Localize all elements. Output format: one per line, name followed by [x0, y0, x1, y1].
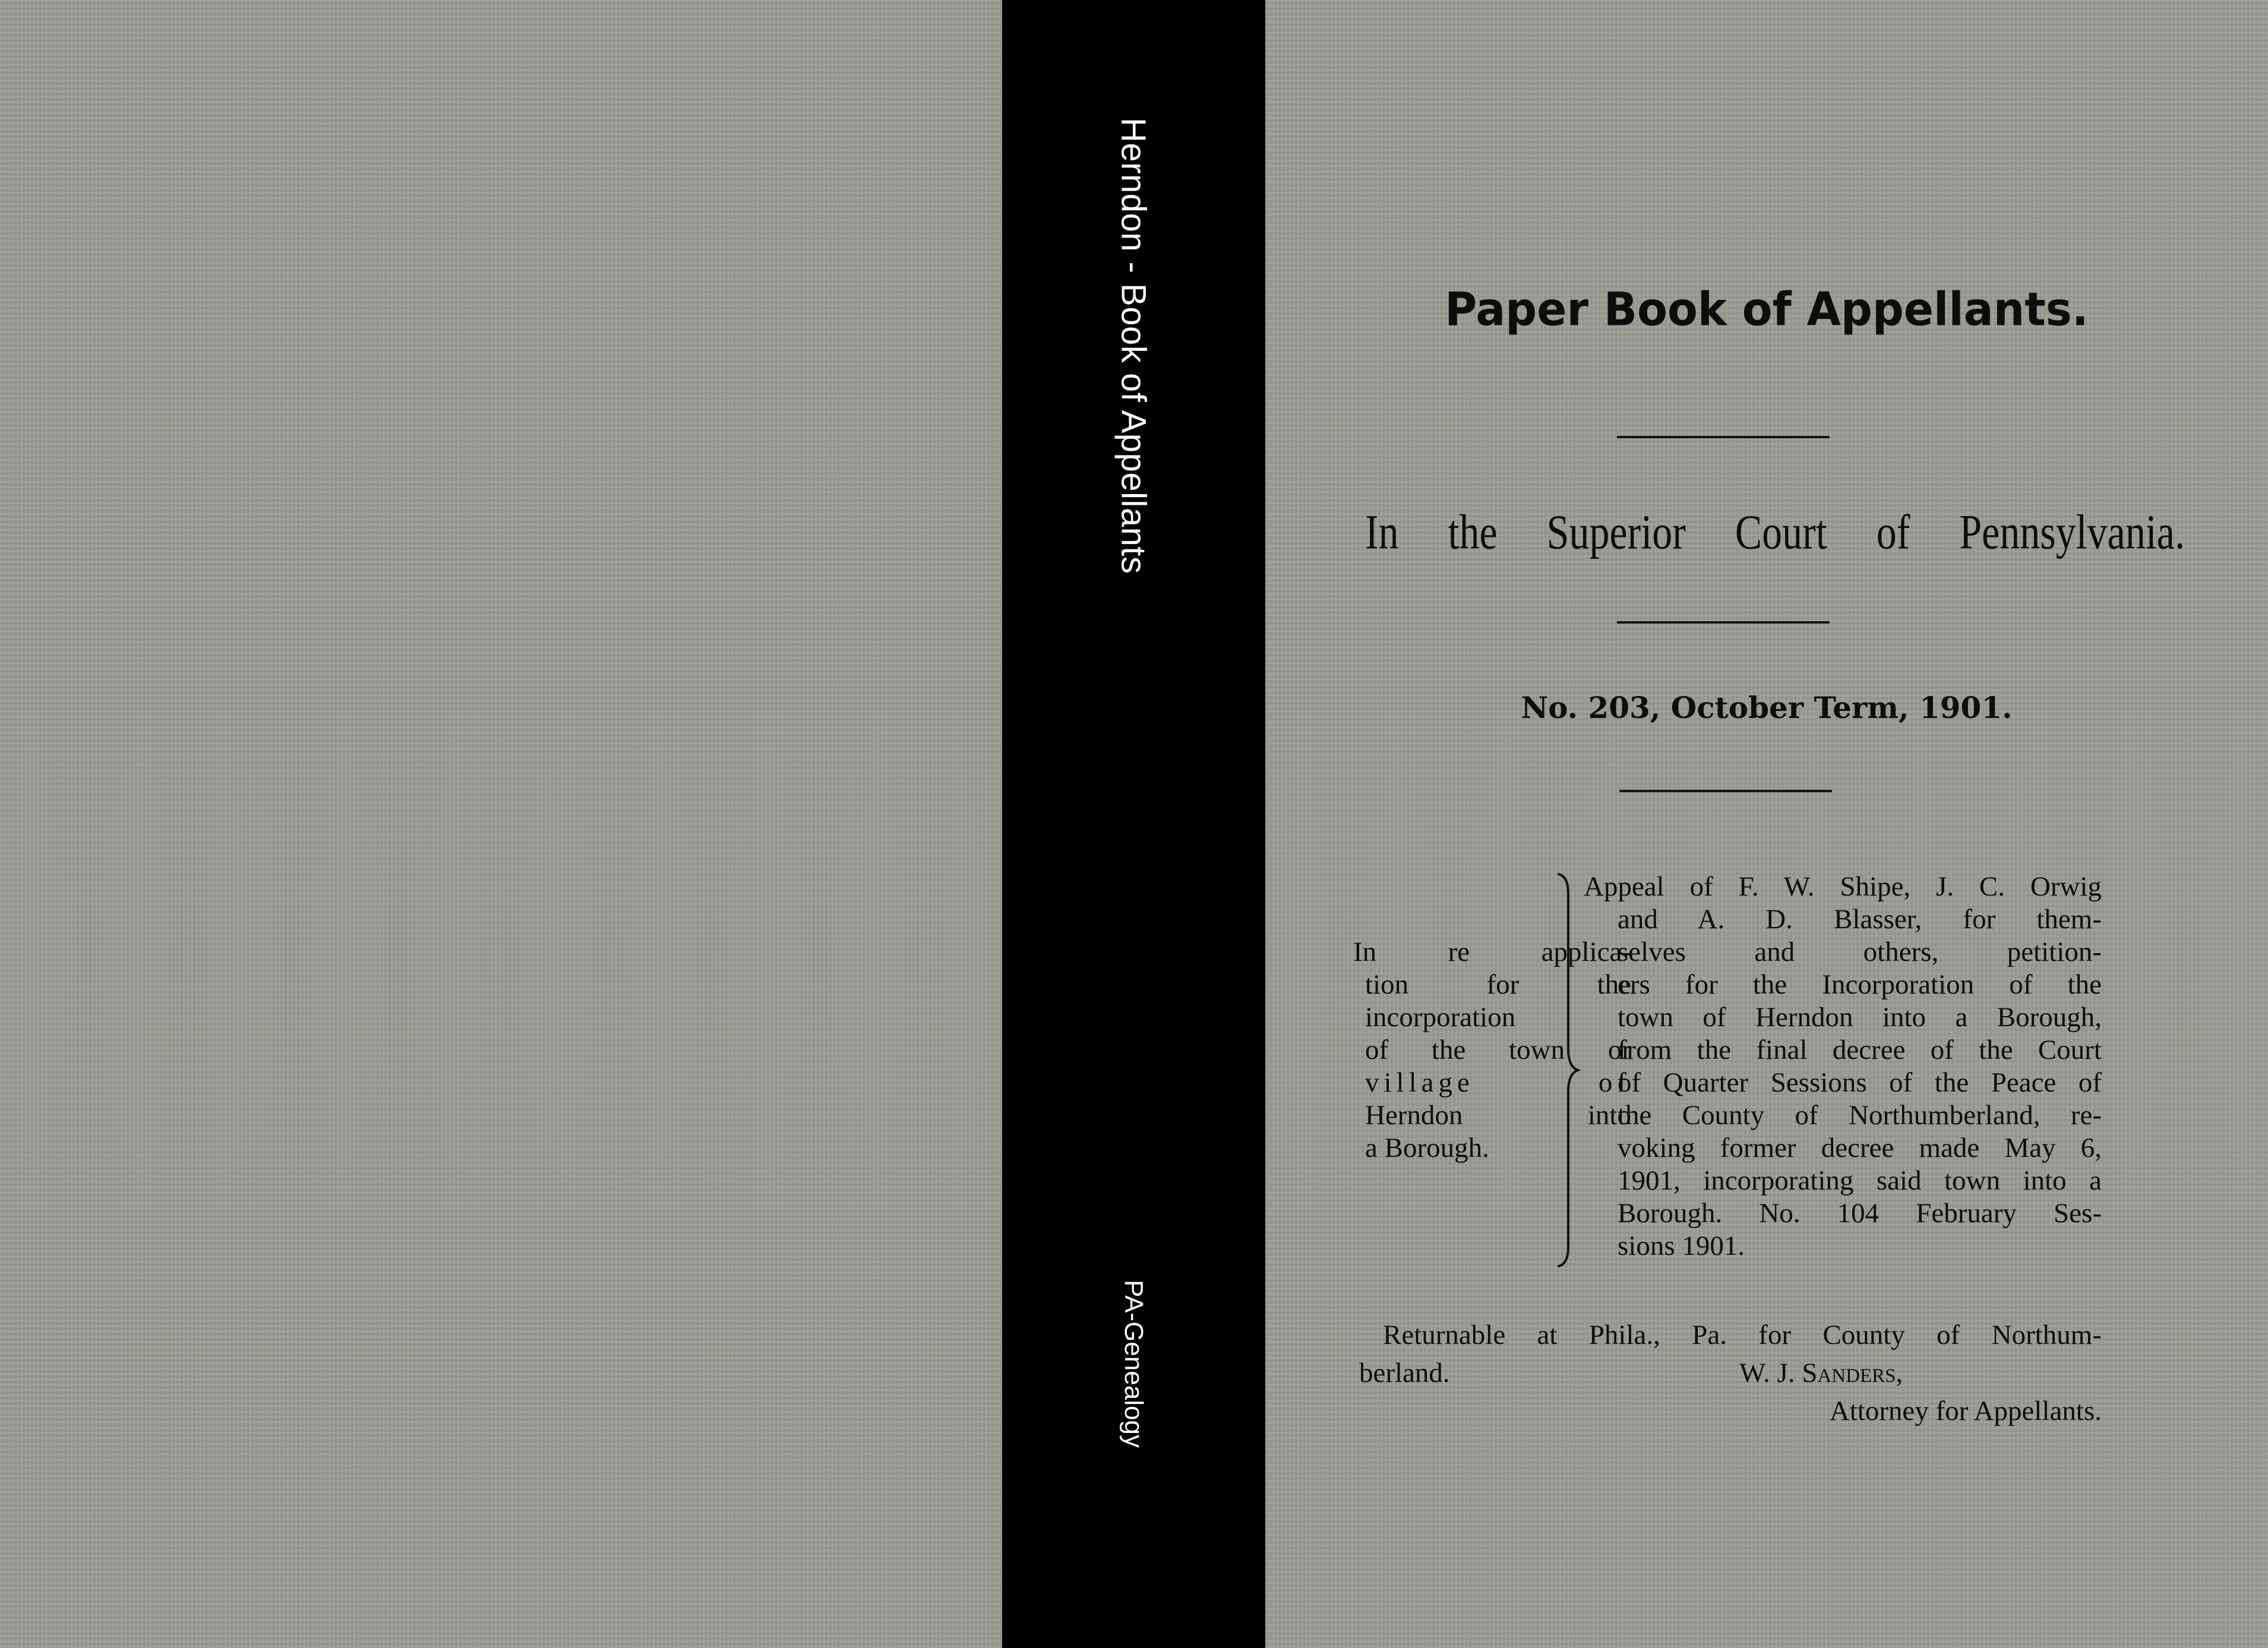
returnable-line: Returnable at Phila., Pa. for County of Northum- — [1383, 1320, 2102, 1350]
caption-line: a Borough. — [1365, 1133, 1489, 1163]
caption-line: of the town or — [1365, 1035, 1631, 1065]
case-term: No. 203, October Term, 1901. — [1521, 690, 2013, 725]
front-cover — [1265, 0, 2268, 1648]
appeal-line: and A. D. Blasser, for them- — [1618, 904, 2102, 935]
returnable-line-2 — [1359, 1354, 2102, 1392]
returnable-continuation: berland. — [1359, 1358, 1450, 1388]
appeal-line: of Quarter Sessions of the Peace of — [1618, 1067, 2102, 1098]
attorney-name: W. J. Sanders, — [1739, 1358, 1903, 1388]
attorney-title: Attorney for Appellants. — [1829, 1396, 2102, 1426]
appeal-text — [1584, 871, 2102, 1263]
appeal-line: the County of Northumberland, re- — [1618, 1100, 2102, 1131]
court-word: Pennsylvania. — [1959, 504, 2185, 559]
appeal-line: from the final decree of the Court — [1618, 1035, 2102, 1065]
court-word: the — [1448, 504, 1498, 559]
spine-publisher: PA-Genealogy — [1119, 1280, 1148, 1448]
appeal-line: Appeal of F. W. Shipe, J. C. Orwig — [1584, 871, 2102, 902]
divider-rule-3 — [1619, 790, 1832, 792]
caption-line: village of — [1365, 1067, 1631, 1098]
appeal-line: 1901, incorporating said town into a — [1618, 1165, 2102, 1196]
court-name — [1365, 504, 2185, 561]
back-cover — [0, 0, 1002, 1648]
appeal-line: town of Herndon into a Borough, — [1618, 1002, 2102, 1033]
court-word: Court — [1735, 504, 1827, 559]
court-word: of — [1876, 504, 1910, 559]
caption-line: In re applica- — [1353, 937, 1631, 967]
spine-title: Herndon - Book of Appellants — [1114, 118, 1153, 574]
caption-line: incorporation — [1365, 1002, 1516, 1033]
appeal-line: ers for the Incorporation of the — [1618, 969, 2102, 1000]
caption-line: tion for the — [1365, 969, 1631, 1000]
divider-rule-2 — [1617, 621, 1830, 624]
caption-line: Herndon into — [1365, 1100, 1631, 1131]
returnable-notice — [1359, 1316, 2102, 1430]
appeal-line: sions 1901. — [1618, 1231, 1745, 1261]
divider-rule-1 — [1617, 436, 1830, 438]
court-word: Superior — [1546, 504, 1686, 559]
curly-brace — [1555, 871, 1585, 1270]
cover-title: Paper Book of Appellants. — [1445, 282, 2089, 337]
appeal-line: voking former decree made May 6, — [1618, 1133, 2102, 1163]
court-word: In — [1365, 504, 1399, 559]
appeal-line: selves and others, petition- — [1618, 937, 2102, 967]
appeal-line: Borough. No. 104 February Ses- — [1618, 1198, 2102, 1229]
